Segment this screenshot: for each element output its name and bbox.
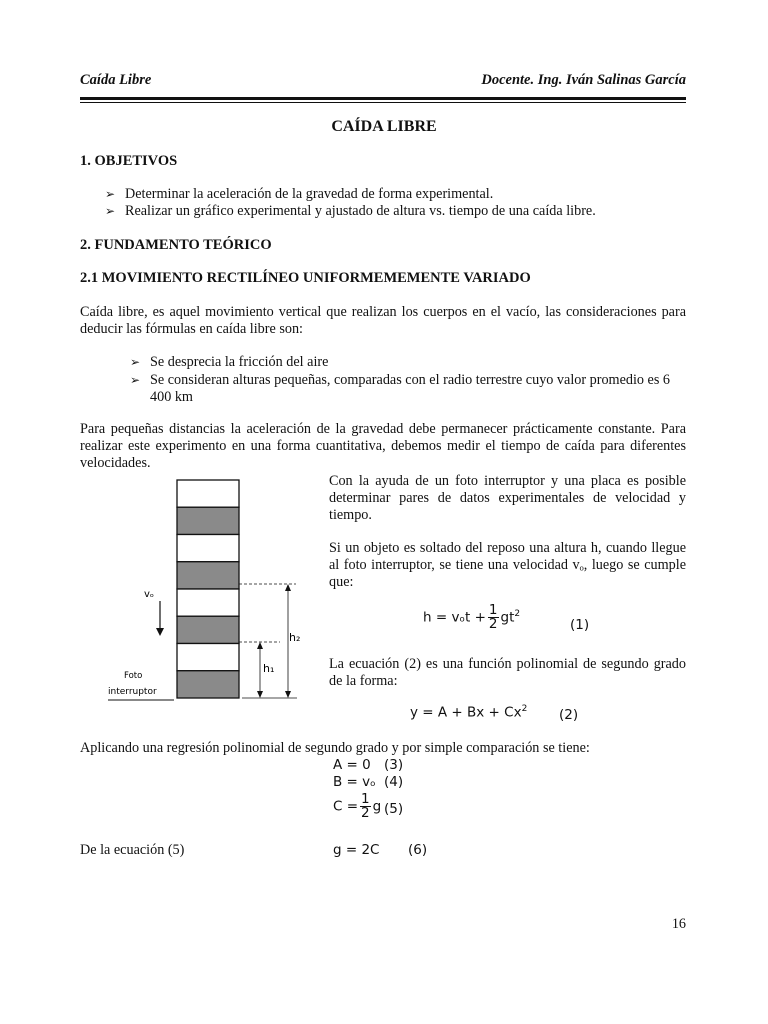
- paragraph-2: Para pequeñas distancias la aceleración de la gravedad debe permanecer prácticamente constante. Para realizar este experimento en una forma cuantitativa, debemos medir el tiempo de caída para diferentes velocidades.: [80, 421, 686, 471]
- plate-band: [177, 535, 239, 562]
- bullet-arrow-icon: ➢: [130, 355, 141, 369]
- h1-label: h₁: [263, 662, 275, 675]
- equation-6-label: De la ecuación (5): [80, 842, 185, 858]
- equation-1: h = vₒt + $\frac{1}{2}$ $gt^2$: [423, 602, 521, 632]
- plate-band: [177, 562, 239, 589]
- equation-3-tag: (3): [384, 757, 404, 773]
- equation-4-tag: (4): [384, 774, 404, 790]
- velocity-arrowhead-icon: [156, 628, 164, 636]
- equation-2-tag: (2): [559, 707, 579, 723]
- equation-6-tag: (6): [408, 842, 428, 858]
- section-mruv: 2.1 MOVIMIENTO RECTILÍNEO UNIFORMEMEMENTE VARIADO: [80, 270, 531, 286]
- equation-5: C = $\frac{1}{2}$ g: [333, 791, 382, 821]
- right-paragraph-3: La ecuación (2) es una función polinomial de segundo grado de la forma:: [329, 656, 686, 689]
- v0-label: vₒ: [144, 589, 155, 600]
- objective-item-1: ➢ Determinar la aceleración de la gravedad de forma experimental.: [105, 186, 494, 202]
- plate-band: [177, 480, 239, 507]
- equation-4: B = vₒ: [333, 774, 376, 790]
- header-rule-thick: [80, 97, 686, 100]
- plate-band: [177, 616, 239, 643]
- h2-label: h₂: [289, 631, 300, 644]
- free-fall-figure: [100, 478, 300, 708]
- right-paragraph-1: Con la ayuda de un foto interruptor y una placa es posible determinar pares de datos experimentales de velocidad y tiempo.: [329, 473, 686, 523]
- section-fundamento: 2. FUNDAMENTO TEÓRICO: [80, 237, 272, 253]
- interruptor-label: interruptor: [108, 687, 157, 697]
- header-left: Caída Libre: [80, 72, 152, 88]
- equation-5-tag: (5): [384, 801, 404, 817]
- header-rule-thin: [80, 102, 686, 103]
- h1-arrow-up-icon: [257, 642, 263, 649]
- right-paragraph-2: Si un objeto es soltado del reposo una altura h, cuando llegue al foto interruptor, se tiene una velocidad vₒ, luego se cumple que:: [329, 540, 686, 590]
- consideration-item-2: ➢ Se consideran alturas pequeñas, comparadas con el radio terrestre cuyo valor promedio es 6 400 km: [130, 372, 671, 405]
- h2-arrow-down-icon: [285, 691, 291, 698]
- plate-band: [177, 507, 239, 534]
- header-right: Docente. Ing. Iván Salinas García: [481, 72, 686, 88]
- photogate-plate: [177, 480, 239, 698]
- regression-paragraph: Aplicando una regresión polinomial de segundo grado y por simple comparación se tiene:: [80, 740, 590, 756]
- page-title: CAÍDA LIBRE: [331, 118, 437, 135]
- equation-3: A = 0: [333, 757, 371, 773]
- plate-band: [177, 671, 239, 698]
- intro-paragraph: Caída libre, es aquel movimiento vertical que realizan los cuerpos en el vacío, las consideraciones para deducir las fórmulas en caída libre son:: [80, 304, 686, 337]
- plate-band: [177, 589, 239, 616]
- bullet-arrow-icon: ➢: [105, 204, 116, 218]
- equation-6: g = 2C: [333, 842, 380, 858]
- bullet-arrow-icon: ➢: [130, 373, 141, 387]
- page-number: 16: [671, 916, 686, 932]
- equation-1-tag: (1): [570, 617, 590, 633]
- plate-band: [177, 644, 239, 671]
- equation-2: $y = A + Bx + Cx^2$: [410, 704, 528, 721]
- foto-label: Foto: [124, 671, 143, 681]
- h2-arrow-up-icon: [285, 584, 291, 591]
- h1-arrow-down-icon: [257, 691, 263, 698]
- consideration-item-1: ➢ Se desprecia la fricción del aire: [130, 354, 329, 370]
- objective-item-2: ➢ Realizar un gráfico experimental y ajustado de altura vs. tiempo de una caída libre.: [105, 203, 596, 219]
- bullet-arrow-icon: ➢: [105, 187, 116, 201]
- section-objetivos: 1. OBJETIVOS: [80, 153, 178, 169]
